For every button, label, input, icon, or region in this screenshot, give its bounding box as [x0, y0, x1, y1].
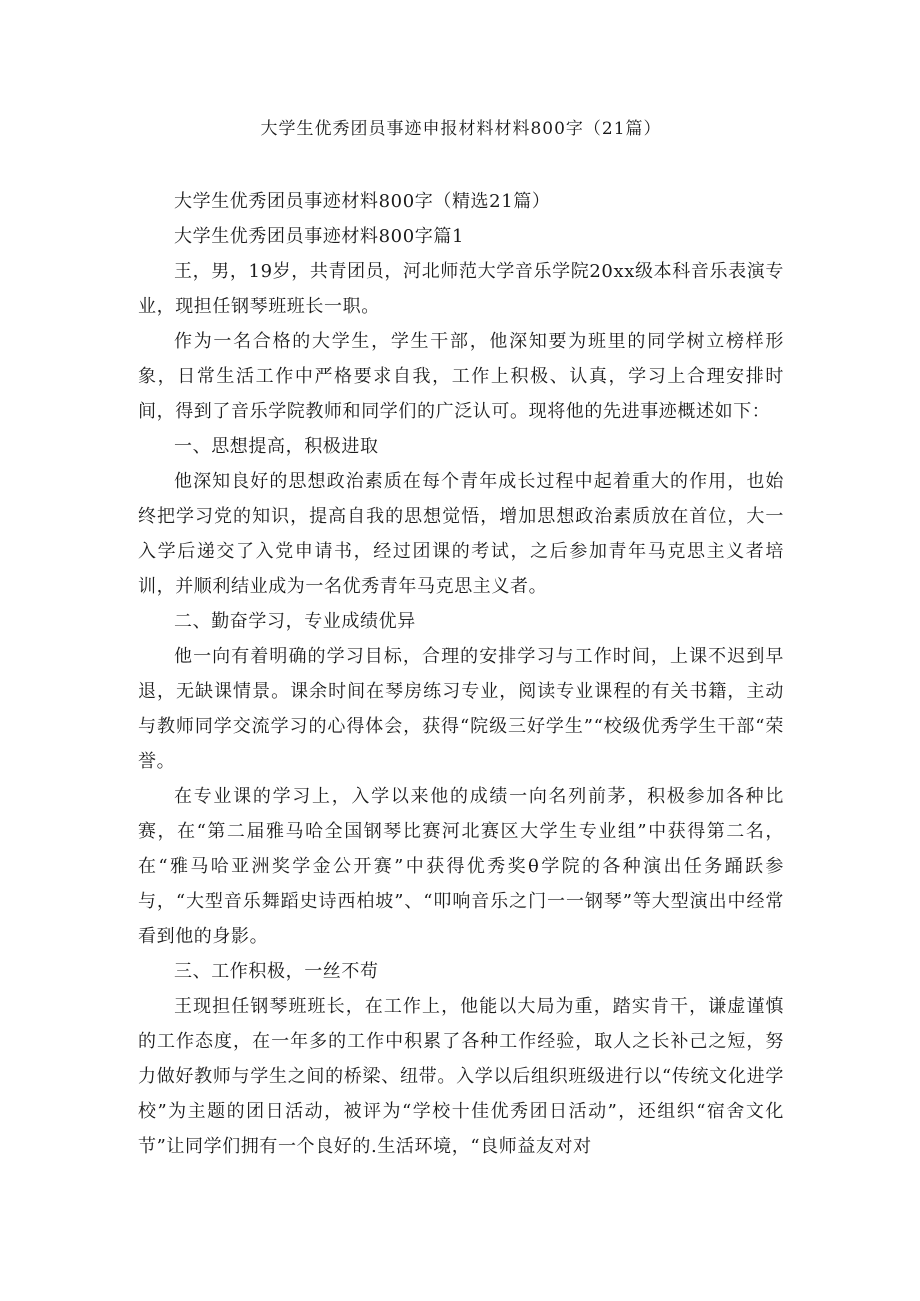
subtitle: 大学生优秀团员事迹材料800字（精选21篇） — [174, 191, 551, 212]
document-title: 大学生优秀团员事迹申报材料材料800字（21篇） — [260, 119, 662, 139]
paragraph-section-1: 他深知良好的思想政治素质在每个青年成长过程中起着重大的作用，也始终把学习党的知识，提高自我的思想觉悟，增加思想政治素质放在首位，大一入学后递交了入党申请书，经过团课的考试，之后参加青年马克思主义者培训，并顺利结业成为一名优秀青年马克思主义者。 — [138, 471, 784, 597]
paragraph-intro: 王，男，19岁，共青团员，河北师范大学音乐学院20xx级本科音乐表演专业，现担任钢琴班班长一职。 — [138, 261, 784, 317]
paragraph-section-2a: 他一向有着明确的学习目标，合理的安排学习与工作时间，上课不迟到早退，无缺课情景。课余时间在琴房练习专业，阅读专业课程的有关书籍，主动与教师同学交流学习的心得体会，获得“院级三好学生”“校级优秀学生干部“荣誉。 — [138, 646, 784, 772]
section-heading-1: 一、思想提高，积极进取 — [174, 436, 379, 457]
paragraph-section-3: 王现担任钢琴班班长，在工作上，他能以大局为重，踏实肯干，谦虚谨慎的工作态度，在一年多的工作中积累了各种工作经验，取人之长补己之短，努力做好教师与学生之间的桥梁、纽带。入学以后组织班级进行以“传统文化进学校”为主题的团日活动，被评为“学校十佳优秀团日活动”，还组织“宿舍文化节”让同学们拥有一个良好的.生活环境，“良师益友对对 — [138, 996, 784, 1157]
section-heading-3: 三、工作积极，一丝不苟 — [174, 961, 379, 982]
paragraph-section-2b: 在专业课的学习上，入学以来他的成绩一向名列前茅，积极参加各种比赛，在“第二届雅马哈全国钢琴比赛河北赛区大学生专业组”中获得第二名，在“雅马哈亚洲奖学金公开赛”中获得优秀奖θ学院的各种演出任务踊跃参与，“大型音乐舞蹈史诗西柏坡”、“叩响音乐之门一一钢琴”等大型演出中经常看到他的身影。 — [138, 786, 784, 947]
document-body — [138, 184, 784, 1164]
paragraph-summary: 作为一名合格的大学生，学生干部，他深知要为班里的同学树立榜样形象，日常生活工作中严格要求自我，工作上积极、认真，学习上合理安排时间，得到了音乐学院教师和同学们的广泛认可。现将他的先进事迹概述如下： — [138, 331, 784, 422]
section-heading-2: 二、勤奋学习，专业成绩优异 — [174, 611, 416, 632]
article-title: 大学生优秀团员事迹材料800字篇1 — [174, 226, 465, 247]
